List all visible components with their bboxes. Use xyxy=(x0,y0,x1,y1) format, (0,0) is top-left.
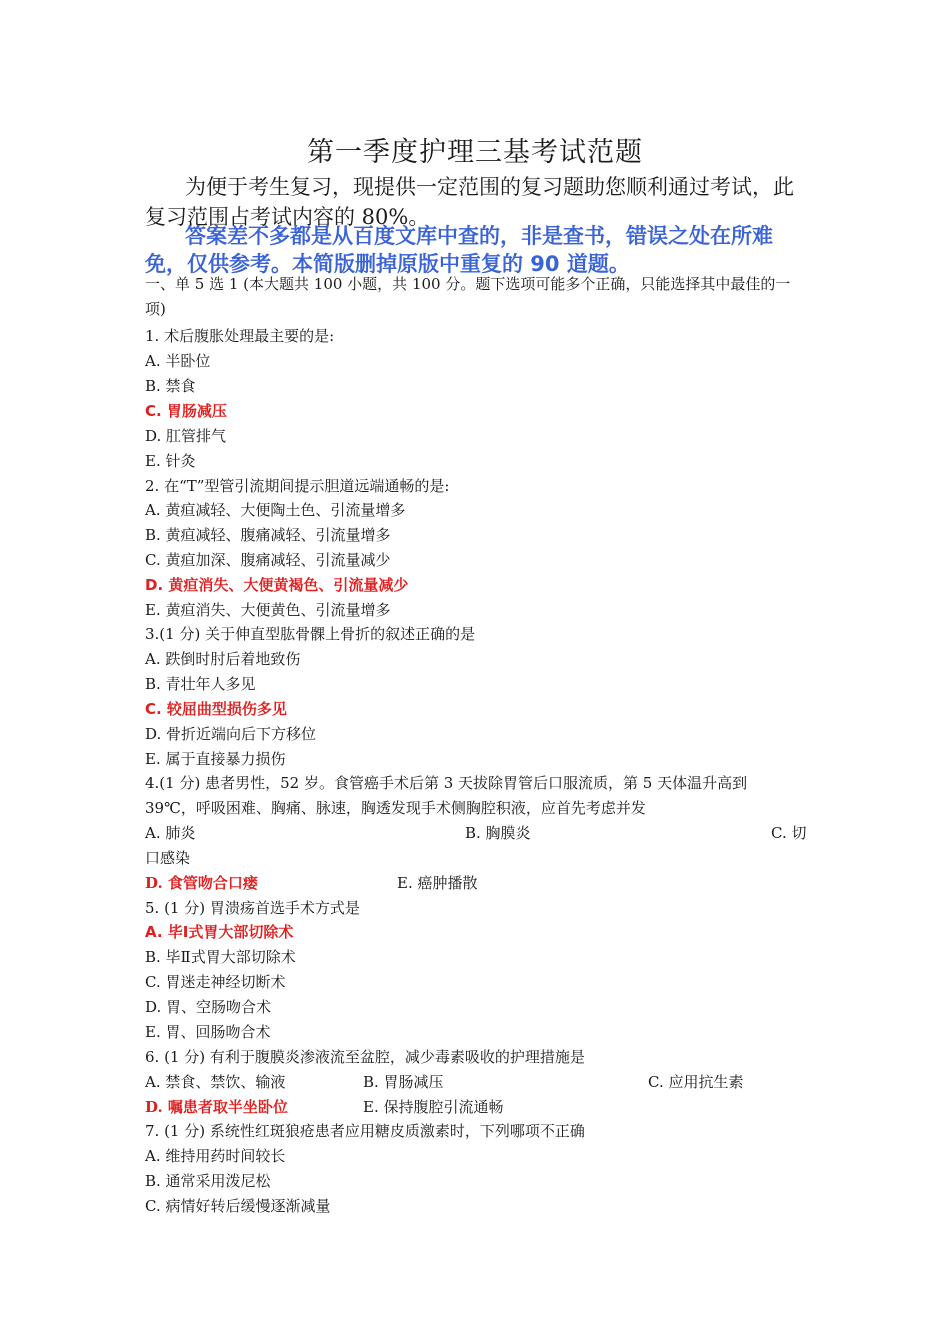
q5-option-d: D. 胃、空肠吻合术 xyxy=(145,998,272,1016)
q2-option-e: E. 黄疸消失、大便黄色、引流量增多 xyxy=(145,601,391,619)
q4-option-a: A. 肺炎 xyxy=(145,824,196,842)
question-4-line-1: 4.(1 分) 患者男性，52 岁。食管癌手术后第 3 天拔除胃管后口服流质，第 5 天体温升高到 xyxy=(145,774,748,792)
q2-option-c: C. 黄疸加深、腹痛减轻、引流量减少 xyxy=(145,551,391,569)
q4-option-e: E. 癌肿播散 xyxy=(397,874,478,892)
q4-option-c-part2: 口感染 xyxy=(145,849,191,867)
q5-option-c: C. 胃迷走神经切断术 xyxy=(145,973,286,991)
q3-option-a: A. 跌倒时肘后着地致伤 xyxy=(145,650,301,668)
q1-option-a: A. 半卧位 xyxy=(145,352,211,370)
q4-option-c-part1: C. 切 xyxy=(771,824,807,842)
q4-option-d-answer: D. 食管吻合口瘘 xyxy=(145,874,258,892)
page-title: 第一季度护理三基考试范题 xyxy=(307,137,643,168)
q2-option-a: A. 黄疸减轻、大便陶土色、引流量增多 xyxy=(145,501,406,519)
q5-option-e: E. 胃、回肠吻合术 xyxy=(145,1023,271,1041)
q6-option-d-answer: D. 嘱患者取半坐卧位 xyxy=(145,1098,288,1116)
q1-option-b: B. 禁食 xyxy=(145,377,196,395)
question-7: 7. (1 分) 系统性红斑狼疮患者应用糖皮质激素时，下列哪项不正确 xyxy=(145,1122,585,1140)
q1-option-e: E. 针灸 xyxy=(145,452,196,470)
intro-paragraph: 为便于考生复习，现提供一定范围的复习题助您顺利通过考试，此复习范围占考试内容的 80%。 xyxy=(145,175,794,229)
q2-option-b: B. 黄疸减轻、腹痛减轻、引流量增多 xyxy=(145,526,391,544)
question-6: 6. (1 分) 有利于腹膜炎渗液流至盆腔，减少毒素吸收的护理措施是 xyxy=(145,1048,585,1066)
q4-option-b: B. 胸膜炎 xyxy=(465,824,531,842)
q3-option-b: B. 青壮年人多见 xyxy=(145,675,256,693)
note-paragraph: 答案差不多都是从百度文库中查的，非是查书，错误之处在所难免，仅供参考。本简版删掉原版中重复的 90 道题。 xyxy=(145,224,773,276)
question-2: 2. 在“T”型管引流期间提示胆道远端通畅的是: xyxy=(145,477,450,495)
q3-option-c-answer: C. 较屈曲型损伤多见 xyxy=(145,700,287,718)
question-3: 3.(1 分) 关于伸直型肱骨髁上骨折的叙述正确的是 xyxy=(145,625,476,643)
q3-option-e: E. 属于直接暴力损伤 xyxy=(145,750,286,768)
q6-option-b: B. 胃肠减压 xyxy=(363,1073,444,1091)
q1-option-c-answer: C. 胃肠减压 xyxy=(145,402,227,420)
question-1: 1. 术后腹胀处理最主要的是: xyxy=(145,327,335,345)
question-4-line-2: 39℃，呼吸困难、胸痛、脉速，胸透发现手术侧胸腔积液，应首先考虑并发 xyxy=(145,799,646,817)
question-5: 5. (1 分) 胃溃疡首选手术方式是 xyxy=(145,899,360,917)
q6-option-e: E. 保持腹腔引流通畅 xyxy=(363,1098,504,1116)
section-heading: 一、单 5 选 1 (本大题共 100 小题，共 100 分。题下选项可能多个正确，只能选择其中最佳的一项) xyxy=(145,275,791,318)
q7-option-a: A. 维持用药时间较长 xyxy=(145,1147,286,1165)
q5-option-a-answer: A. 毕Ⅰ式胃大部切除术 xyxy=(145,923,294,941)
q3-option-d: D. 骨折近端向后下方移位 xyxy=(145,725,317,743)
q7-option-c: C. 病情好转后缓慢逐渐减量 xyxy=(145,1197,331,1215)
q2-option-d-answer: D. 黄疸消失、大便黄褐色、引流量减少 xyxy=(145,576,409,594)
q6-option-c: C. 应用抗生素 xyxy=(648,1073,744,1091)
q7-option-b: B. 通常采用泼尼松 xyxy=(145,1172,271,1190)
q1-option-d: D. 肛管排气 xyxy=(145,427,227,445)
q6-option-a: A. 禁食、禁饮、输液 xyxy=(145,1073,286,1091)
q5-option-b: B. 毕Ⅱ式胃大部切除术 xyxy=(145,948,296,966)
